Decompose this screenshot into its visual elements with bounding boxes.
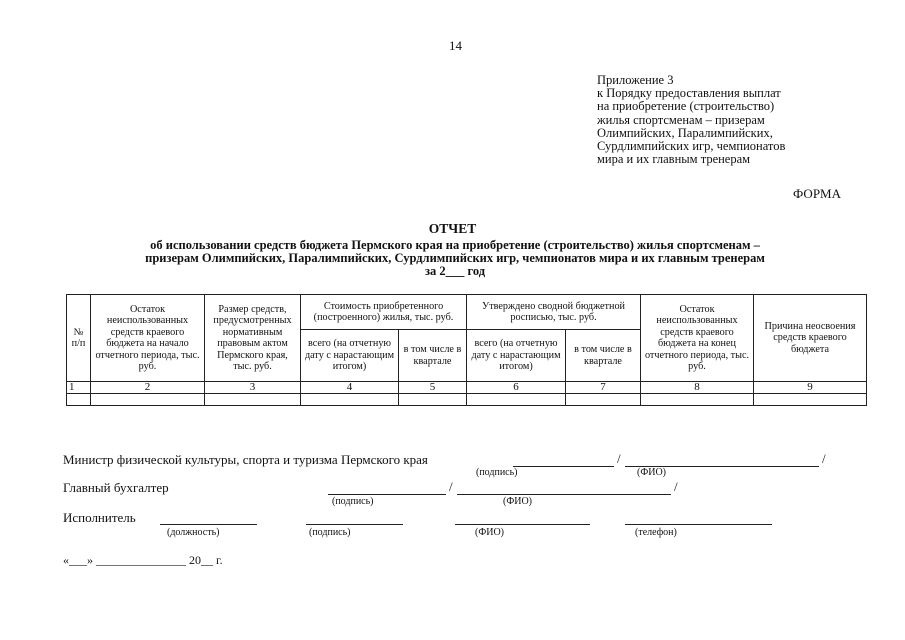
caption-position: (должность) (167, 527, 220, 538)
subtitle-line: призерам Олимпийских, Паралимпийских, Сурдлимпийских игр, чемпионатов мира и их главным тренерам (145, 251, 765, 265)
subtitle-line: за 2___ год (424, 264, 486, 278)
appendix-line: к Порядку предоставления выплат (597, 86, 781, 101)
column-number: 7 (566, 382, 641, 394)
caption-signature: (подпись) (476, 467, 518, 478)
report-table (66, 294, 867, 406)
table-cell (467, 394, 566, 406)
date-line: «___» _______________ 20__ г. (63, 553, 223, 567)
caption-fio: (ФИО) (637, 467, 667, 478)
header-opening-balance: Остаток неиспользованных средств краевого бюджета на начало отчетного периода, тыс. руб. (91, 295, 205, 382)
appendix-line: жилья спортсменам – призерам (597, 112, 765, 127)
table-cell (566, 394, 641, 406)
table-cell (641, 394, 754, 406)
table-cell (67, 394, 91, 406)
caption-signature: (подпись) (332, 496, 374, 507)
column-number: 5 (399, 382, 467, 394)
table-cell (301, 394, 399, 406)
accountant-fio-line (457, 494, 671, 495)
document-title: ОТЧЕТ (428, 221, 477, 236)
caption-fio: (ФИО) (503, 496, 533, 507)
table-cell (754, 394, 867, 406)
appendix-line: Сурдлимпийских игр, чемпионатов (597, 139, 786, 154)
separator-slash: / (674, 479, 678, 494)
subtitle-line: об использовании средств бюджета Пермского края на приобретение (строительство) жилья спортсменам – (150, 238, 760, 252)
column-number: 8 (641, 382, 754, 394)
column-number: 1 (67, 382, 91, 394)
minister-label: Министр физической культуры, спорта и туризма Пермского края (63, 452, 428, 467)
appendix-line: Приложение 3 (597, 73, 674, 87)
subheader-quarter: в том числе в квартале (566, 330, 641, 382)
executor-label: Исполнитель (63, 510, 136, 525)
accountant-label: Главный бухгалтер (63, 480, 169, 495)
appendix-block (597, 74, 897, 166)
executor-position-line (160, 524, 257, 525)
subheader-total: всего (на отчетную дату с нарастающим итогом) (301, 330, 399, 382)
separator-slash: / (822, 451, 826, 466)
executor-phone-line (625, 524, 772, 525)
subheader-total: всего (на отчетную дату с нарастающим итогом) (467, 330, 566, 382)
header-reason: Причина неосвоения средств краевого бюджета (754, 295, 867, 382)
subheader-quarter: в том числе в квартале (399, 330, 467, 382)
executor-fio-line (455, 524, 590, 525)
column-number: 3 (205, 382, 301, 394)
table-row (67, 394, 867, 406)
appendix-line: мира и их главным тренерам (597, 152, 751, 167)
appendix-line: Олимпийских, Паралимпийских, (597, 125, 773, 140)
header-normative-amount: Размер средств, предусмотренных нормативным правовым актом Пермского края, тыс. руб. (205, 295, 301, 382)
accountant-signature-line (328, 494, 446, 495)
caption-signature: (подпись) (309, 527, 351, 538)
separator-slash: / (449, 479, 453, 494)
header-number: № п/п (67, 295, 91, 382)
table-cell (91, 394, 205, 406)
document-subtitle (60, 239, 850, 278)
appendix-line: на приобретение (строительство) (597, 99, 775, 114)
header-approved-budget: Утверждено сводной бюджетной росписью, тыс. руб. (467, 295, 641, 330)
header-housing-cost: Стоимость приобретенного (построенного) жилья, тыс. руб. (301, 295, 467, 330)
header-closing-balance: Остаток неиспользованных средств краевого бюджета на конец отчетного периода, тыс. руб. (641, 295, 754, 382)
table-cell (399, 394, 467, 406)
form-label: ФОРМА (793, 186, 841, 201)
caption-phone: (телефон) (635, 527, 677, 538)
column-number: 9 (754, 382, 867, 394)
minister-signature-line (513, 466, 614, 467)
table-cell (205, 394, 301, 406)
page-number: 14 (449, 38, 462, 53)
column-number: 4 (301, 382, 399, 394)
column-number: 6 (467, 382, 566, 394)
executor-signature-line (306, 524, 403, 525)
caption-fio: (ФИО) (475, 527, 505, 538)
column-number: 2 (91, 382, 205, 394)
separator-slash: / (617, 451, 621, 466)
